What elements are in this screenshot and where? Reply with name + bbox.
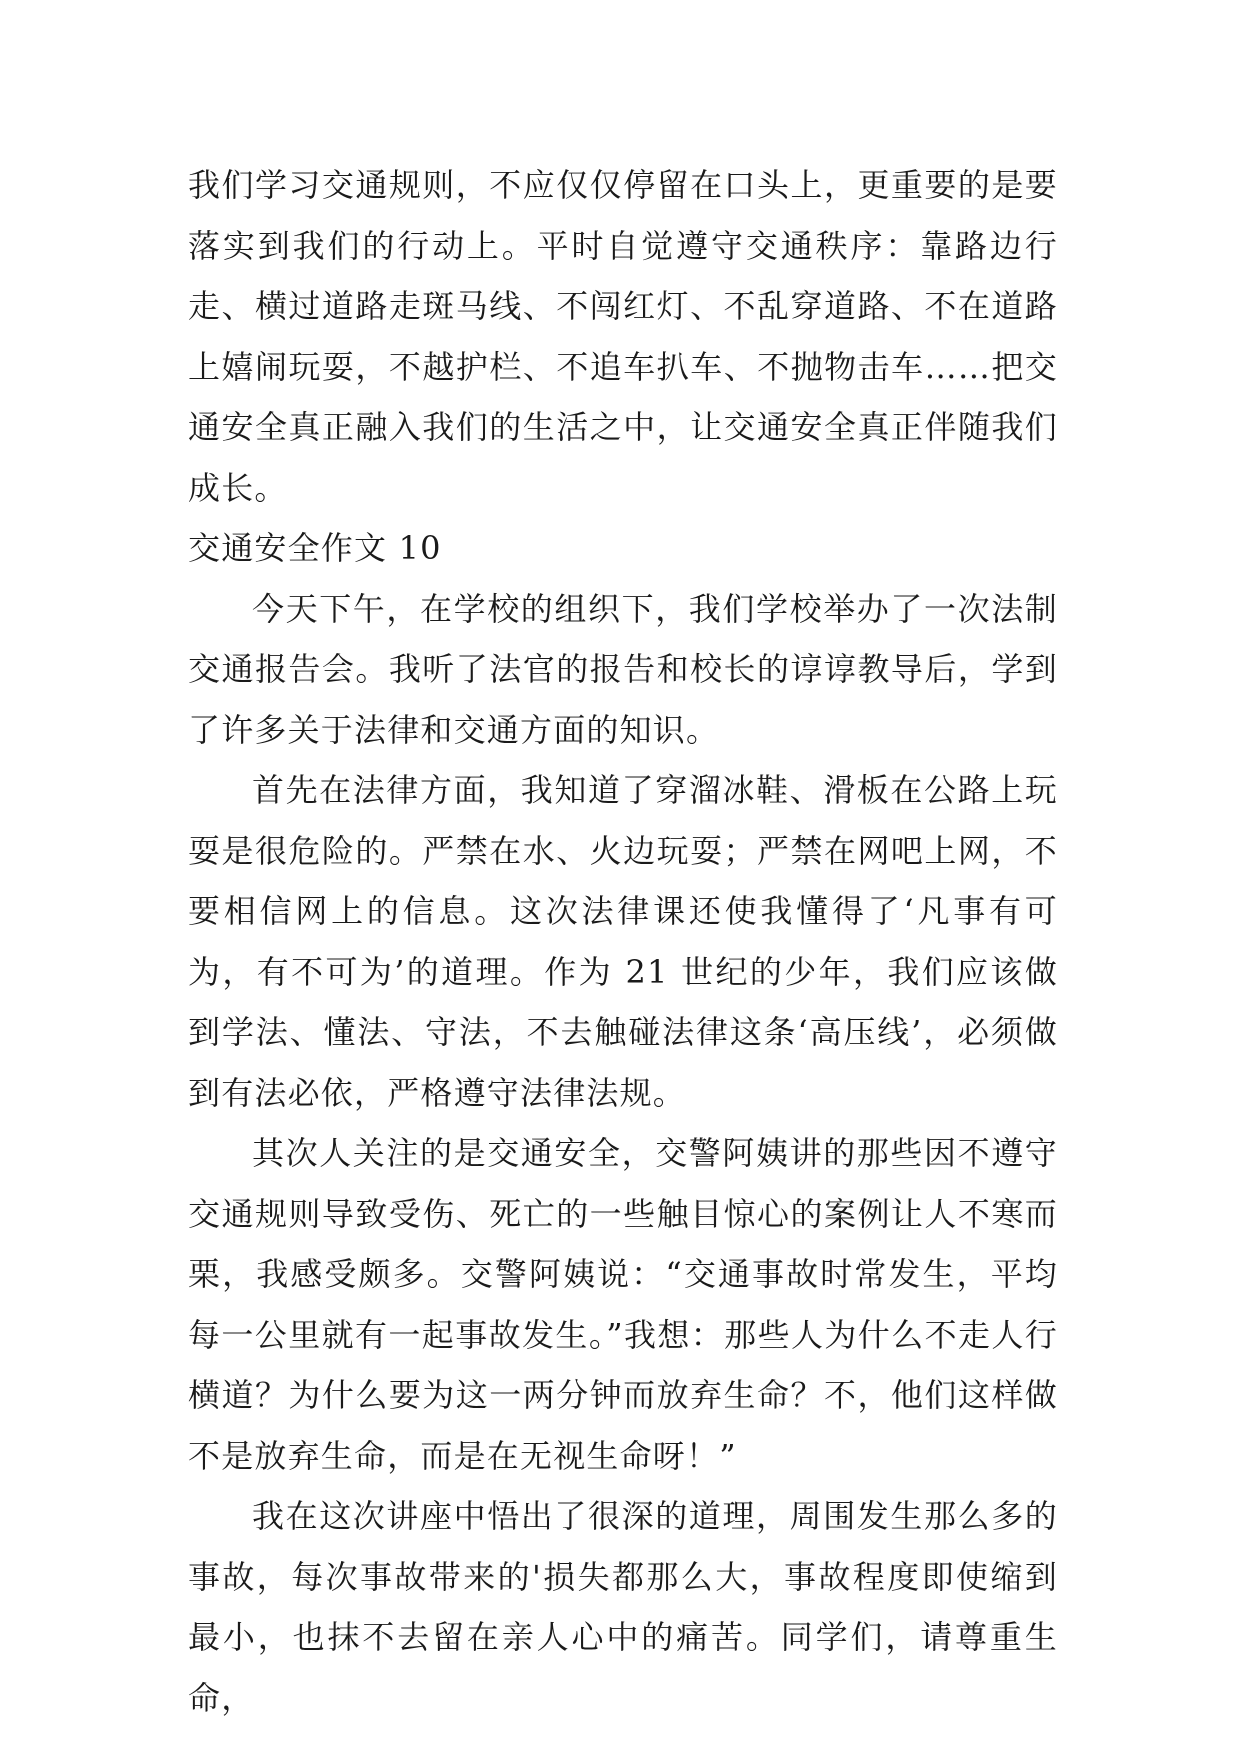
paragraph-intro-end: 我们学习交通规则，不应仅仅停留在口头上，更重要的是要落实到我们的行动上。平时自觉遵守交通秩序：靠路边行走、横过道路走斑马线、不闯红灯、不乱穿道路、不在道路上嬉闹玩耍，不越护栏、不追车扒车、不抛物击车……把交通安全真正融入我们的生活之中，让交通安全真正伴随我们成长。 bbox=[188, 166, 1058, 507]
paragraph-1: 今天下午，在学校的组织下，我们学校举办了一次法制交通报告会。我听了法官的报告和校长的谆谆教导后，学到了许多关于法律和交通方面的知识。 bbox=[188, 589, 1058, 749]
paragraph-3: 其次人关注的是交通安全，交警阿姨讲的那些因不遵守交通规则导致受伤、死亡的一些触目惊心的案例让人不寒而栗，我感受颇多。交警阿姨说：“交通事故时常发生，平均每一公里就有一起事故发生。”我想：那些人为什么不走人行横道？为什么要为这一两分钟而放弃生命？不，他们这样做不是放弃生命，而是在无视生命呀！” bbox=[188, 1134, 1058, 1475]
section-title: 交通安全作文 10 bbox=[188, 529, 442, 567]
document-body bbox=[188, 155, 1058, 1728]
paragraph-4: 我在这次讲座中悟出了很深的道理，周围发生那么多的事故，每次事故带来的'损失都那么大，事故程度即使缩到最小，也抹不去留在亲人心中的痛苦。同学们，请尊重生命， bbox=[188, 1497, 1058, 1717]
paragraph-2: 首先在法律方面，我知道了穿溜冰鞋、滑板在公路上玩耍是很危险的。严禁在水、火边玩耍；严禁在网吧上网，不要相信网上的信息。这次法律课还使我懂得了‘凡事有可为，有不可为’的道理。作为 21 世纪的少年，我们应该做到学法、懂法、守法，不去触碰法律这条‘高压线’，必须做到有法必依，严格遵守法律法规。 bbox=[188, 771, 1058, 1112]
